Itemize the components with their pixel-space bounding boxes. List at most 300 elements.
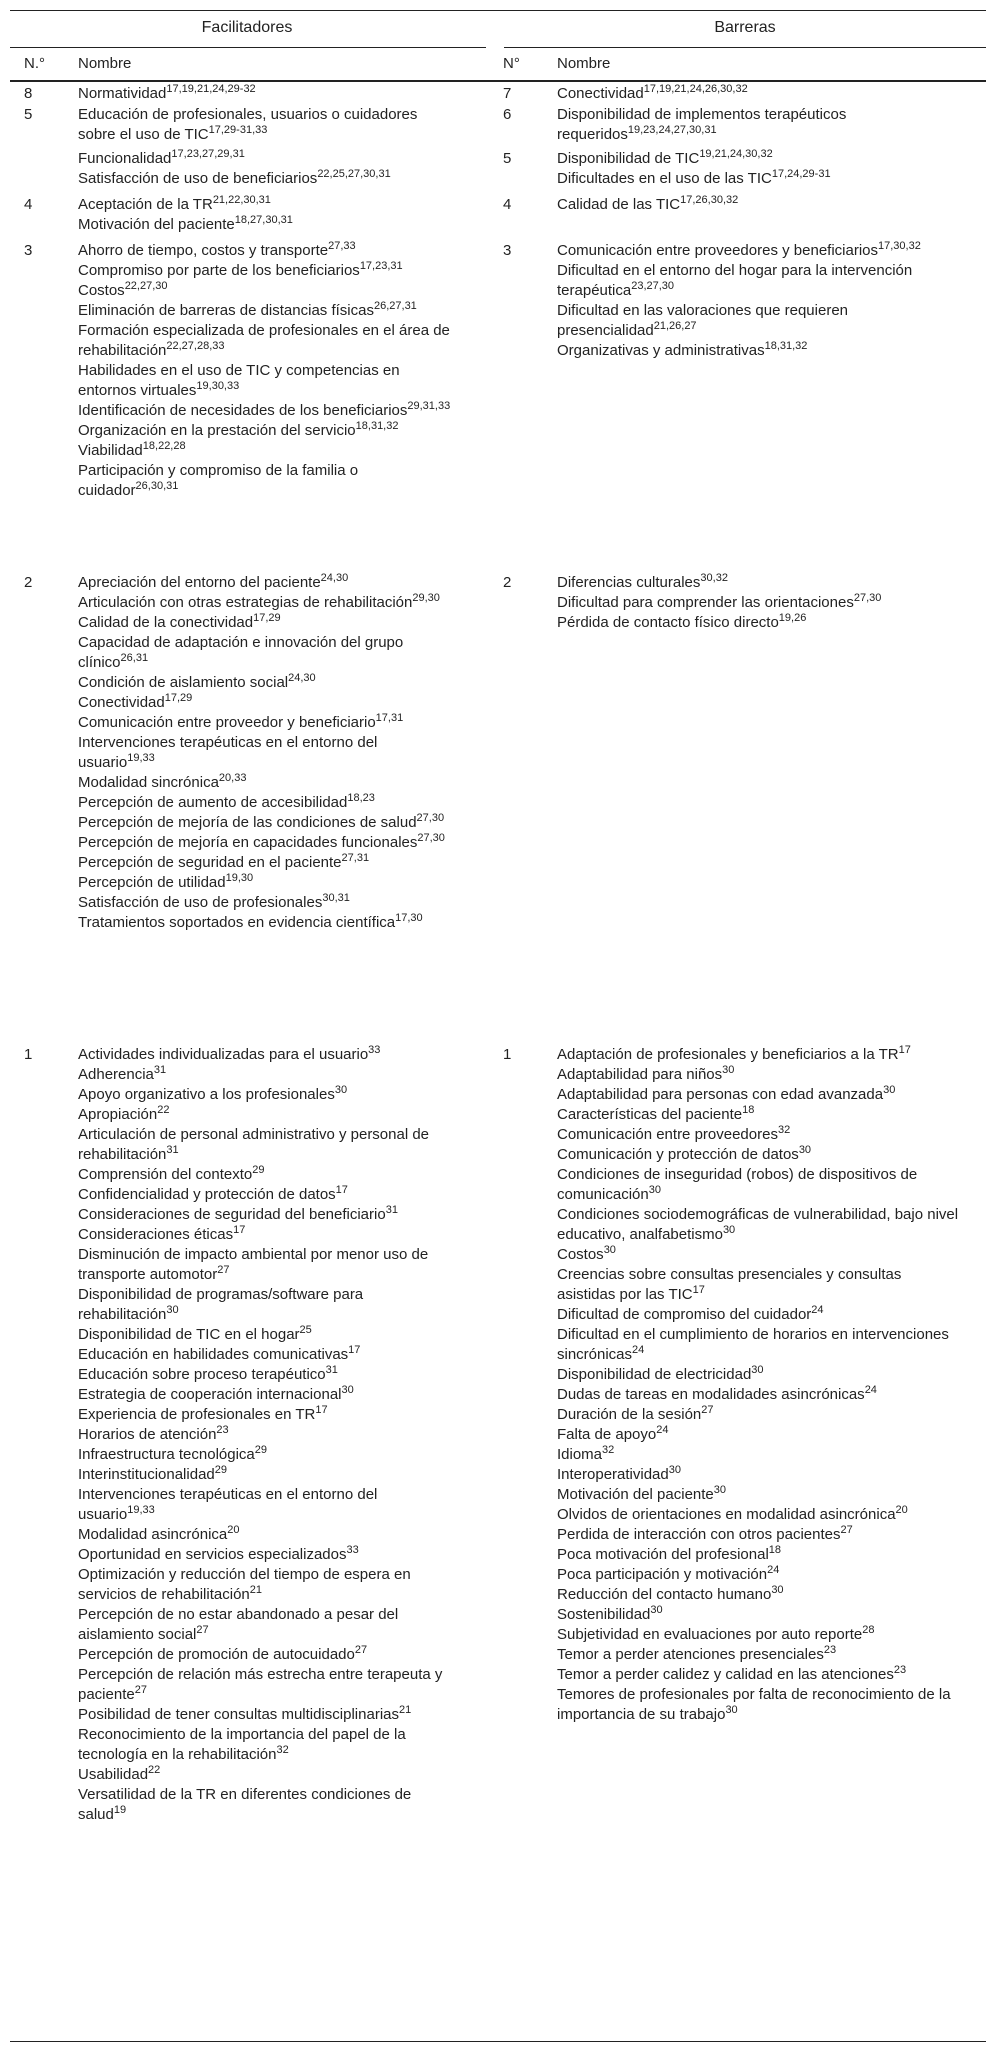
reference-superscript: 29	[214, 1464, 228, 1476]
reference-superscript: 24	[864, 1384, 877, 1396]
reference-superscript: 28	[862, 1624, 875, 1636]
barrier-count: 3	[503, 242, 512, 259]
barrier-count: 1	[503, 1046, 512, 1063]
barrier-count: 4	[503, 196, 512, 213]
list-item	[78, 1065, 458, 1085]
reference-superscript: 18,27,30,31	[234, 214, 293, 226]
reference-superscript: 19	[113, 1804, 127, 1816]
reference-superscript: 24	[811, 1304, 824, 1316]
barrier-count: 6	[503, 106, 512, 123]
facilitator-count: 5	[24, 106, 33, 123]
barrier-count: 7	[503, 85, 512, 102]
item-text: Perdida de interacción con otros pacientes	[557, 1526, 841, 1543]
reference-superscript: 31	[385, 1204, 398, 1216]
reference-superscript: 23	[216, 1424, 229, 1436]
reference-superscript: 29,30	[412, 592, 440, 604]
item-text: Articulación de personal administrativo y personal de rehabilitación	[78, 1126, 430, 1163]
list-item	[78, 1185, 458, 1205]
item-text: Diferencias culturales	[557, 574, 701, 591]
item-text: Modalidad sincrónica	[78, 774, 219, 791]
group-header-facilitators: Facilitadores	[201, 19, 293, 36]
item-text: Motivación del paciente	[78, 216, 235, 233]
reference-superscript: 17	[348, 1344, 361, 1356]
list-item	[78, 693, 458, 713]
reference-superscript: 31	[166, 1144, 179, 1156]
list-item	[78, 1705, 458, 1725]
reference-superscript: 17,29-31,33	[208, 124, 268, 136]
item-text: Condición de aislamiento social	[78, 674, 289, 691]
reference-superscript: 26,27,31	[373, 300, 417, 312]
item-text: Optimización y reducción del tiempo de espera en servicios de rehabilitación	[78, 1566, 411, 1603]
reference-superscript: 18,23	[347, 792, 375, 804]
col-header-name-barriers: Nombre	[557, 55, 611, 72]
reference-superscript: 30	[713, 1484, 727, 1496]
list-item	[557, 1205, 962, 1245]
list-item	[78, 1125, 458, 1165]
reference-superscript: 27	[701, 1404, 714, 1416]
list-item	[557, 1565, 962, 1585]
list-item	[78, 1245, 458, 1285]
reference-superscript: 21,26,27	[653, 320, 697, 332]
facilitator-list	[78, 1045, 458, 1825]
item-text: Habilidades en el uso de TIC y competencias en entornos virtuales	[78, 362, 400, 399]
list-item	[557, 1645, 962, 1665]
reference-superscript: 30	[722, 1224, 736, 1236]
reference-superscript: 18,22,28	[142, 440, 186, 452]
item-text: Formación especializada de profesionales en el área de rehabilitación	[78, 322, 450, 359]
barrier-list	[557, 84, 962, 104]
item-text: Satisfacción de uso de beneficiarios	[78, 170, 318, 187]
reference-superscript: 18	[768, 1544, 782, 1556]
reference-superscript: 17,26,30,32	[680, 194, 739, 206]
item-text: Organización en la prestación del servicio	[78, 422, 356, 439]
reference-superscript: 29,31,33	[407, 400, 451, 412]
list-item	[78, 1445, 458, 1465]
bottom-rule	[10, 2041, 986, 2042]
list-item	[557, 1365, 962, 1385]
item-text: Comunicación entre proveedores y beneficiarios	[557, 242, 879, 259]
reference-superscript: 30	[722, 1064, 735, 1076]
reference-superscript: 22	[157, 1104, 170, 1116]
reference-superscript: 26,31	[120, 652, 149, 664]
reference-superscript: 22,27,30	[124, 280, 168, 292]
list-item	[557, 1685, 962, 1725]
item-text: Disponibilidad de programas/software para rehabilitación	[78, 1286, 364, 1323]
list-item	[78, 169, 458, 189]
reference-superscript: 32	[777, 1124, 791, 1136]
item-text: Apreciación del entorno del paciente	[78, 574, 321, 591]
item-text: Disponibilidad de electricidad	[557, 1366, 752, 1383]
item-text: Intervenciones terapéuticas en el entorno del usuario	[78, 734, 378, 771]
list-item	[557, 1125, 962, 1145]
reference-superscript: 20,33	[218, 772, 247, 784]
list-item	[78, 773, 458, 793]
item-text: Oportunidad en servicios especializados	[78, 1546, 347, 1563]
list-item	[557, 1485, 962, 1505]
reference-superscript: 27,31	[341, 852, 370, 864]
list-item	[78, 321, 458, 361]
item-text: Condiciones de inseguridad (robos) de dispositivos de comunicación	[557, 1166, 918, 1203]
item-text: Comunicación entre proveedor y beneficiario	[78, 714, 376, 731]
list-item	[78, 1565, 458, 1605]
reference-superscript: 17	[898, 1044, 911, 1056]
list-item	[78, 421, 458, 441]
item-text: Olvidos de orientaciones en modalidad asincrónica	[557, 1506, 896, 1523]
item-text: Duración de la sesión	[557, 1406, 702, 1423]
list-item	[78, 261, 458, 281]
list-item	[78, 1105, 458, 1125]
barrier-list	[557, 241, 962, 361]
item-text: Tratamientos soportados en evidencia científica	[78, 914, 396, 931]
list-item	[557, 1585, 962, 1605]
list-item	[78, 613, 458, 633]
reference-superscript: 30	[725, 1704, 738, 1716]
item-text: Posibilidad de tener consultas multidisciplinarias	[78, 1706, 399, 1723]
col-header-name-facilitators: Nombre	[78, 55, 132, 72]
reference-superscript: 30	[648, 1184, 661, 1196]
list-item	[557, 195, 962, 215]
list-item	[557, 149, 962, 169]
list-item	[78, 673, 458, 693]
reference-superscript: 30	[166, 1304, 179, 1316]
item-text: Temor a perder atenciones presenciales	[557, 1646, 824, 1663]
item-text: Percepción de aumento de accesibilidad	[78, 794, 348, 811]
reference-superscript: 24	[767, 1564, 780, 1576]
reference-superscript: 19,26	[778, 612, 807, 624]
item-text: Dificultad en las valoraciones que requieren presencialidad	[557, 302, 849, 339]
list-item	[557, 1245, 962, 1265]
barrier-list	[557, 149, 962, 189]
item-text: Percepción de seguridad en el paciente	[78, 854, 342, 871]
barrier-list	[557, 105, 962, 145]
list-item	[78, 873, 458, 893]
reference-superscript: 21,22,30,31	[212, 194, 271, 206]
item-text: Comprensión del contexto	[78, 1166, 253, 1183]
list-item	[78, 1325, 458, 1345]
list-item	[78, 105, 458, 145]
item-text: Participación y compromiso de la familia o cuidador	[78, 462, 359, 499]
list-item	[557, 1405, 962, 1425]
list-item	[557, 84, 962, 104]
reference-superscript: 24,30	[320, 572, 349, 584]
item-text: Adherencia	[78, 1066, 154, 1083]
reference-superscript: 17,19,21,24,29-32	[166, 83, 256, 95]
item-text: Capacidad de adaptación e innovación del grupo clínico	[78, 634, 404, 671]
list-item	[78, 1725, 458, 1765]
reference-superscript: 19,23,24,27,30,31	[627, 124, 717, 136]
item-text: Educación de profesionales, usuarios o cuidadores sobre el uso de TIC	[78, 106, 418, 143]
list-item	[557, 341, 962, 361]
item-text: Actividades individualizadas para el usuario	[78, 1046, 369, 1063]
item-text: Eliminación de barreras de distancias físicas	[78, 302, 374, 319]
item-text: Aceptación de la TR	[78, 196, 213, 213]
item-text: Disponibilidad de TIC en el hogar	[78, 1326, 300, 1343]
col-header-number-facilitators: N.°	[24, 55, 45, 72]
list-item	[557, 105, 962, 145]
reference-superscript: 19,30	[225, 872, 254, 884]
item-text: Creencias sobre consultas presenciales y consultas asistidas por las TIC	[557, 1266, 902, 1303]
reference-superscript: 27	[354, 1644, 368, 1656]
item-text: Modalidad asincrónica	[78, 1526, 228, 1543]
list-item	[557, 169, 962, 189]
reference-superscript: 17,29	[253, 612, 281, 624]
reference-superscript: 27	[217, 1264, 230, 1276]
group-rule-left	[10, 47, 486, 48]
reference-superscript: 18,31,32	[764, 340, 808, 352]
list-item	[557, 1665, 962, 1685]
facilitator-count: 4	[24, 196, 33, 213]
list-item	[557, 573, 962, 593]
reference-superscript: 27	[134, 1684, 147, 1696]
list-item	[557, 593, 962, 613]
barrier-count: 5	[503, 150, 512, 167]
item-text: Conectividad	[557, 85, 644, 102]
list-item	[557, 241, 962, 261]
item-text: Características del paciente	[557, 1106, 743, 1123]
list-item	[78, 1405, 458, 1425]
item-text: Conectividad	[78, 694, 165, 711]
group-rule-right	[504, 47, 986, 48]
item-text: Satisfacción de uso de profesionales	[78, 894, 323, 911]
reference-superscript: 17,31	[375, 712, 404, 724]
reference-superscript: 21	[249, 1584, 263, 1596]
reference-superscript: 29	[254, 1444, 268, 1456]
list-item	[557, 1145, 962, 1165]
reference-superscript: 23	[893, 1664, 907, 1676]
list-item	[78, 361, 458, 401]
item-text: Confidencialidad y protección de datos	[78, 1186, 336, 1203]
reference-superscript: 18	[742, 1104, 755, 1116]
list-item	[78, 813, 458, 833]
list-item	[78, 1485, 458, 1525]
item-text: Intervenciones terapéuticas en el entorno del usuario	[78, 1486, 378, 1523]
list-item	[78, 1465, 458, 1485]
item-text: Funcionalidad	[78, 150, 172, 167]
list-item	[78, 1605, 458, 1645]
list-item	[557, 613, 962, 633]
list-item	[557, 1165, 962, 1205]
reference-superscript: 30	[334, 1084, 348, 1096]
reference-superscript: 24	[632, 1344, 645, 1356]
item-text: Versatilidad de la TR en diferentes condiciones de salud	[78, 1786, 412, 1823]
list-item	[78, 1385, 458, 1405]
item-text: Comunicación y protección de datos	[557, 1146, 799, 1163]
item-text: Subjetividad en evaluaciones por auto reporte	[557, 1626, 863, 1643]
item-text: Calidad de las TIC	[557, 196, 681, 213]
reference-superscript: 33	[346, 1544, 359, 1556]
item-text: Percepción de no estar abandonado a pesar del aislamiento social	[78, 1606, 399, 1643]
reference-superscript: 30	[341, 1384, 354, 1396]
reference-superscript: 32	[276, 1744, 289, 1756]
reference-superscript: 24	[656, 1424, 669, 1436]
list-item	[78, 833, 458, 853]
reference-superscript: 17,19,21,24,26,30,32	[643, 83, 748, 95]
item-text: Disponibilidad de implementos terapéuticos requeridos	[557, 106, 847, 143]
item-text: Educación en habilidades comunicativas	[78, 1346, 349, 1363]
list-item	[557, 1625, 962, 1645]
header-rule	[10, 80, 986, 82]
reference-superscript: 24,30	[288, 672, 316, 684]
list-item	[78, 593, 458, 613]
item-text: Comunicación entre proveedores	[557, 1126, 778, 1143]
item-text: Costos	[78, 282, 125, 299]
list-item	[78, 1785, 458, 1825]
list-item	[78, 1285, 458, 1325]
reference-superscript: 26,30,31	[135, 480, 179, 492]
list-item	[557, 1525, 962, 1545]
list-item	[557, 1445, 962, 1465]
list-item	[78, 1045, 458, 1065]
reference-superscript: 22	[148, 1764, 161, 1776]
reference-superscript: 27	[196, 1624, 209, 1636]
list-item	[557, 1385, 962, 1405]
list-item	[78, 913, 458, 933]
barrier-count: 2	[503, 574, 512, 591]
barrier-list	[557, 1045, 962, 1725]
item-text: Poca participación y motivación	[557, 1566, 768, 1583]
list-item	[78, 713, 458, 733]
reference-superscript: 30	[798, 1144, 812, 1156]
item-text: Condiciones sociodemográficas de vulnerabilidad, bajo nivel educativo, analfabetismo	[557, 1206, 959, 1243]
reference-superscript: 27,30	[417, 832, 445, 844]
reference-superscript: 27,30	[416, 812, 445, 824]
list-item	[78, 1365, 458, 1385]
reference-superscript: 17	[315, 1404, 328, 1416]
reference-superscript: 23	[823, 1644, 837, 1656]
reference-superscript: 32	[602, 1444, 615, 1456]
list-item	[557, 1325, 962, 1365]
item-text: Interinstitucionalidad	[78, 1466, 215, 1483]
item-text: Usabilidad	[78, 1766, 149, 1783]
list-item	[78, 1525, 458, 1545]
item-text: Percepción de mejoría en capacidades funcionales	[78, 834, 418, 851]
group-header-barriers: Barreras	[714, 19, 776, 36]
reference-superscript: 27,33	[328, 240, 356, 252]
item-text: Reconocimiento de la importancia del papel de la tecnología en la rehabilitación	[78, 1726, 406, 1763]
reference-superscript: 30	[603, 1244, 616, 1256]
item-text: Dificultades en el uso de las TIC	[557, 170, 772, 187]
list-item	[78, 1765, 458, 1785]
reference-superscript: 27,30	[853, 592, 882, 604]
list-item	[78, 84, 458, 104]
item-text: Costos	[557, 1246, 604, 1263]
reference-superscript: 29	[252, 1164, 265, 1176]
item-text: Motivación del paciente	[557, 1486, 714, 1503]
reference-superscript: 23,27,30	[631, 280, 675, 292]
item-text: Articulación con otras estrategias de rehabilitación	[78, 594, 413, 611]
facilitator-list	[78, 84, 458, 104]
item-text: Experiencia de profesionales en TR	[78, 1406, 316, 1423]
list-item	[78, 1665, 458, 1705]
item-text: Calidad de la conectividad	[78, 614, 254, 631]
item-text: Percepción de mejoría de las condiciones de salud	[78, 814, 417, 831]
list-item	[78, 401, 458, 421]
reference-superscript: 17	[335, 1184, 348, 1196]
item-text: Adaptabilidad para niños	[557, 1066, 723, 1083]
list-item	[78, 733, 458, 773]
list-item	[78, 149, 458, 169]
reference-superscript: 17	[692, 1284, 705, 1296]
facilitator-list	[78, 149, 458, 189]
list-item	[78, 441, 458, 461]
reference-superscript: 17,29	[164, 692, 193, 704]
list-item	[78, 1345, 458, 1365]
item-text: Infraestructura tecnológica	[78, 1446, 255, 1463]
reference-superscript: 19,30,33	[196, 380, 240, 392]
list-item	[78, 461, 458, 501]
facilitator-count: 8	[24, 85, 33, 102]
list-item	[557, 1305, 962, 1325]
item-text: Normatividad	[78, 85, 167, 102]
list-item	[557, 1465, 962, 1485]
reference-superscript: 17,30	[395, 912, 423, 924]
list-item	[78, 195, 458, 215]
item-text: Disponibilidad de TIC	[557, 150, 700, 167]
reference-superscript: 25	[299, 1324, 312, 1336]
item-text: Dificultad en el cumplimiento de horarios en intervenciones sincrónicas	[557, 1326, 949, 1363]
facilitator-list	[78, 573, 458, 933]
reference-superscript: 17,24,29-31	[771, 168, 831, 180]
reference-superscript: 30	[883, 1084, 896, 1096]
facilitator-count: 1	[24, 1046, 33, 1063]
reference-superscript: 30	[771, 1584, 784, 1596]
reference-superscript: 22,25,27,30,31	[317, 168, 391, 180]
reference-superscript: 20	[895, 1504, 908, 1516]
reference-superscript: 30	[751, 1364, 764, 1376]
list-item	[557, 1105, 962, 1125]
reference-superscript: 30	[650, 1604, 663, 1616]
list-item	[78, 1165, 458, 1185]
list-item	[78, 853, 458, 873]
item-text: Dificultad de compromiso del cuidador	[557, 1306, 812, 1323]
item-text: Organizativas y administrativas	[557, 342, 765, 359]
facilitator-count: 3	[24, 242, 33, 259]
list-item	[78, 793, 458, 813]
item-text: Disminución de impacto ambiental por menor uso de transporte automotor	[78, 1246, 429, 1283]
list-item	[78, 1645, 458, 1665]
list-item	[557, 1425, 962, 1445]
list-item	[557, 261, 962, 301]
reference-superscript: 19,21,24,30,32	[699, 148, 773, 160]
item-text: Identificación de necesidades de los beneficiarios	[78, 402, 408, 419]
item-text: Temores de profesionales por falta de reconocimiento de la importancia de su trabajo	[557, 1686, 951, 1723]
reference-superscript: 33	[368, 1044, 381, 1056]
item-text: Pérdida de contacto físico directo	[557, 614, 779, 631]
reference-superscript: 30,32	[700, 572, 728, 584]
item-text: Percepción de promoción de autocuidado	[78, 1646, 355, 1663]
item-text: Estrategia de cooperación internacional	[78, 1386, 342, 1403]
item-text: Sostenibilidad	[557, 1606, 651, 1623]
barrier-list	[557, 573, 962, 633]
reference-superscript: 17,23,31	[359, 260, 403, 272]
reference-superscript: 17,23,27,29,31	[171, 148, 245, 160]
list-item	[557, 1265, 962, 1305]
reference-superscript: 17,30,32	[878, 240, 921, 252]
list-item	[78, 215, 458, 235]
item-text: Consideraciones éticas	[78, 1226, 234, 1243]
item-text: Poca motivación del profesional	[557, 1546, 769, 1563]
col-header-number-barriers: N°	[503, 55, 520, 72]
reference-superscript: 20	[227, 1524, 240, 1536]
reference-superscript: 19,33	[127, 752, 155, 764]
reference-superscript: 31	[325, 1364, 338, 1376]
list-item	[78, 1225, 458, 1245]
list-item	[78, 241, 458, 261]
item-text: Falta de apoyo	[557, 1426, 657, 1443]
list-item	[78, 1085, 458, 1105]
list-item	[557, 1045, 962, 1065]
item-text: Apropiación	[78, 1106, 158, 1123]
